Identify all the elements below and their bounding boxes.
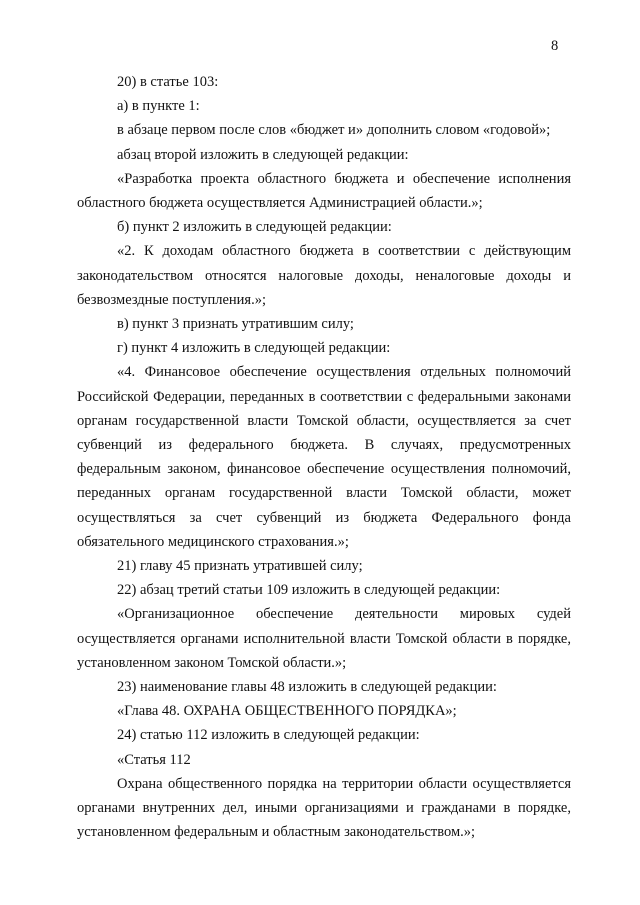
paragraph: «Разработка проекта областного бюджета и обеспечение исполнения областного бюджета осуществляется Администрацией области.»; <box>77 170 571 212</box>
paragraph: в абзаце первом после слов «бюджет и» дополнить словом «годовой»; <box>117 122 551 139</box>
paragraph: 22) абзац третий статьи 109 изложить в следующей редакции: <box>117 582 501 599</box>
paragraph: «Статья 112 <box>117 751 191 768</box>
paragraph: а) в пункте 1: <box>117 98 200 115</box>
paragraph: 21) главу 45 признать утратившей силу; <box>117 558 363 575</box>
page-number: 8 <box>551 38 559 54</box>
paragraph: в) пункт 3 признать утратившим силу; <box>117 316 354 333</box>
paragraph: 24) статью 112 изложить в следующей редакции: <box>117 727 420 744</box>
paragraph: «Глава 48. ОХРАНА ОБЩЕСТВЕННОГО ПОРЯДКА»; <box>117 703 457 720</box>
paragraph: абзац второй изложить в следующей редакции: <box>117 146 409 163</box>
paragraph: Охрана общественного порядка на территории области осуществляется органами внутренних дел, иными организациями и гражданами в порядке, установленном федеральным и областным законодательством.»; <box>77 775 571 841</box>
paragraph: 20) в статье 103: <box>117 74 219 90</box>
paragraph: г) пункт 4 изложить в следующей редакции: <box>117 340 391 357</box>
paragraph: «4. Финансовое обеспечение осуществления отдельных полномочий Российской Федерации, переданных в соответствии с федеральными законами органам государственной власти Томской области, осуществляется за счет субвенций из федерального бюджета. В случаях, предусмотренных федеральным законом, финансовое обеспечение осуществления полномочий, переданных органам государственной власти Томской области, может осуществляться за счет субвенций из бюджета Федерального фонда обязательного медицинского страхования.»; <box>77 364 571 550</box>
paragraph: б) пункт 2 изложить в следующей редакции: <box>117 219 392 236</box>
paragraph: «Организационное обеспечение деятельности мировых судей осуществляется органами исполнительной власти Томской области в порядке, установленном законом Томской области.»; <box>77 606 571 671</box>
paragraph: 23) наименование главы 48 изложить в следующей редакции: <box>117 679 497 696</box>
document-body <box>77 70 571 845</box>
paragraph: «2. К доходам областного бюджета в соответствии с действующим законодательством относятся налоговые доходы, неналоговые доходы и безвозмездные поступления.»; <box>77 243 571 308</box>
